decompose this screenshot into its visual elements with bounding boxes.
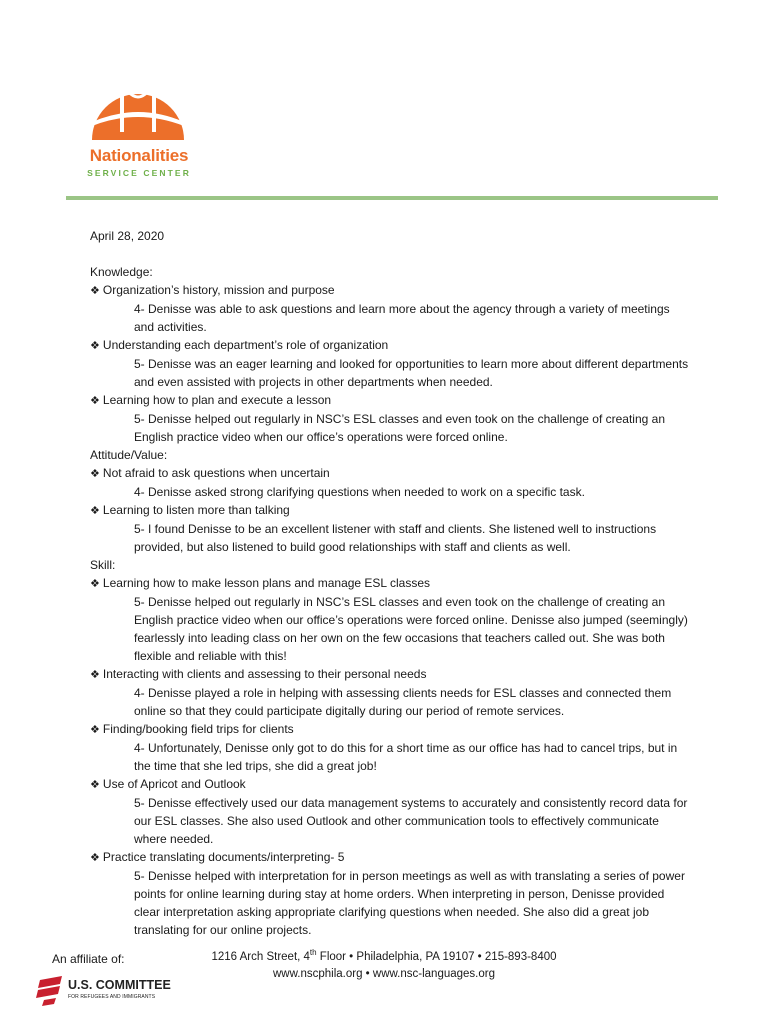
bullet-title-text: Learning how to make lesson plans and manage ESL classes [102, 576, 431, 590]
affiliate-label: An affiliate of: [52, 952, 125, 966]
bullet-detail: 4- Denisse was able to ask questions and learn more about the agency through a variety of meetings and activities. [134, 302, 670, 334]
address-ordinal: th [309, 948, 317, 957]
bullet-detail: 5- Denisse helped with interpretation for in person meetings as well as with translating a series of power points for online learning during stay at home orders. When interpreting in person, Denisse provided clear interpretation asking appropriate clarifying questions when needed. She also did a great job translating for our online projects. [134, 869, 685, 937]
bullet-detail: 4- Denisse played a role in helping with assessing clients needs for ESL classes and connected them online so that they could participate digitally during our period of remote services. [134, 686, 672, 718]
bullet-detail: 5- Denisse helped out regularly in NSC’s ESL classes and even took on the challenge of creating an English practice video when our office’s operations were forced online. Denisse also jumped (seemingly) fearlessly into leading class on her own on the few occasions that teachers called out. She was both flexible and reliable with this! [134, 595, 688, 663]
bullet-title [90, 336, 690, 355]
address-line [150, 944, 618, 966]
bullet-title-text: Interacting with clients and assessing to their personal needs [102, 667, 427, 681]
uscri-logo [36, 972, 171, 1010]
uscri-title: U.S. COMMITTEE [68, 978, 171, 992]
section-heading-attitude: Attitude/Value: [90, 448, 168, 462]
letter-date: April 28, 2020 [90, 229, 165, 243]
bullet-title-text: Learning how to plan and execute a lesson [102, 393, 332, 407]
flag-icon [36, 972, 68, 1008]
letter-body [90, 227, 690, 939]
nsc-logo [74, 64, 204, 184]
bullet-title [90, 848, 690, 867]
bullet-title [90, 501, 690, 520]
footer-address [150, 944, 618, 983]
bullet-detail: 5- Denisse effectively used our data management systems to accurately and consistently record data for our ESL classes. She also used Outlook and other communication tools to effectively communicate where needed. [134, 796, 688, 846]
bullet-title [90, 665, 690, 684]
org-name: Nationalities [89, 146, 189, 165]
bullet-title [90, 720, 690, 739]
org-subtitle: SERVICE CENTER [87, 168, 191, 178]
bullet-title [90, 464, 690, 483]
uscri-subtitle: FOR REFUGEES AND IMMIGRANTS [68, 994, 156, 1000]
bullet-title-text: Organization’s history, mission and purpose [102, 283, 335, 297]
bullet-title-text: Finding/booking field trips for clients [102, 722, 294, 736]
address-city-phone: Floor • Philadelphia, PA 19107 • 215-893-8400 [316, 950, 557, 963]
bullet-detail: 5- Denisse helped out regularly in NSC’s ESL classes and even took on the challenge of creating an English practice video when our office’s operations were forced online. [134, 412, 665, 444]
section-heading-knowledge: Knowledge: [90, 265, 153, 279]
bullet-title [90, 775, 690, 794]
bullet-title [90, 574, 690, 593]
section-heading-skill: Skill: [90, 558, 116, 572]
bullet-detail: 5- I found Denisse to be an excellent listener with staff and clients. She listened well to instructions provided, but also listened to build good relationships with staff and clients as well. [134, 522, 657, 554]
bullet-title-text: Not afraid to ask questions when uncertain [102, 466, 330, 480]
bullet-title-text: Practice translating documents/interpreting- 5 [102, 850, 345, 864]
bullet-detail: 4- Unfortunately, Denisse only got to do this for a short time as our office has had to cancel trips, but in the time that she led trips, she did a great job! [134, 741, 678, 773]
bullet-title-text: Understanding each department’s role of organization [102, 338, 389, 352]
bridge-sun-icon [90, 64, 186, 144]
bullet-title [90, 281, 690, 300]
website-links[interactable]: www.nscphila.org • www.nsc-languages.org [273, 967, 495, 980]
bullet-detail: 4- Denisse asked strong clarifying questions when needed to work on a specific task. [134, 485, 585, 499]
bullet-title-text: Learning to listen more than talking [102, 503, 290, 517]
bullet-title-text: Use of Apricot and Outlook [102, 777, 246, 791]
address-street: 1216 Arch Street, 4 [211, 950, 310, 963]
bullet-detail: 5- Denisse was an eager learning and looked for opportunities to learn more about different departments and even assisted with projects in other departments when needed. [134, 357, 689, 389]
bullet-title [90, 391, 690, 410]
header-divider [66, 196, 718, 200]
